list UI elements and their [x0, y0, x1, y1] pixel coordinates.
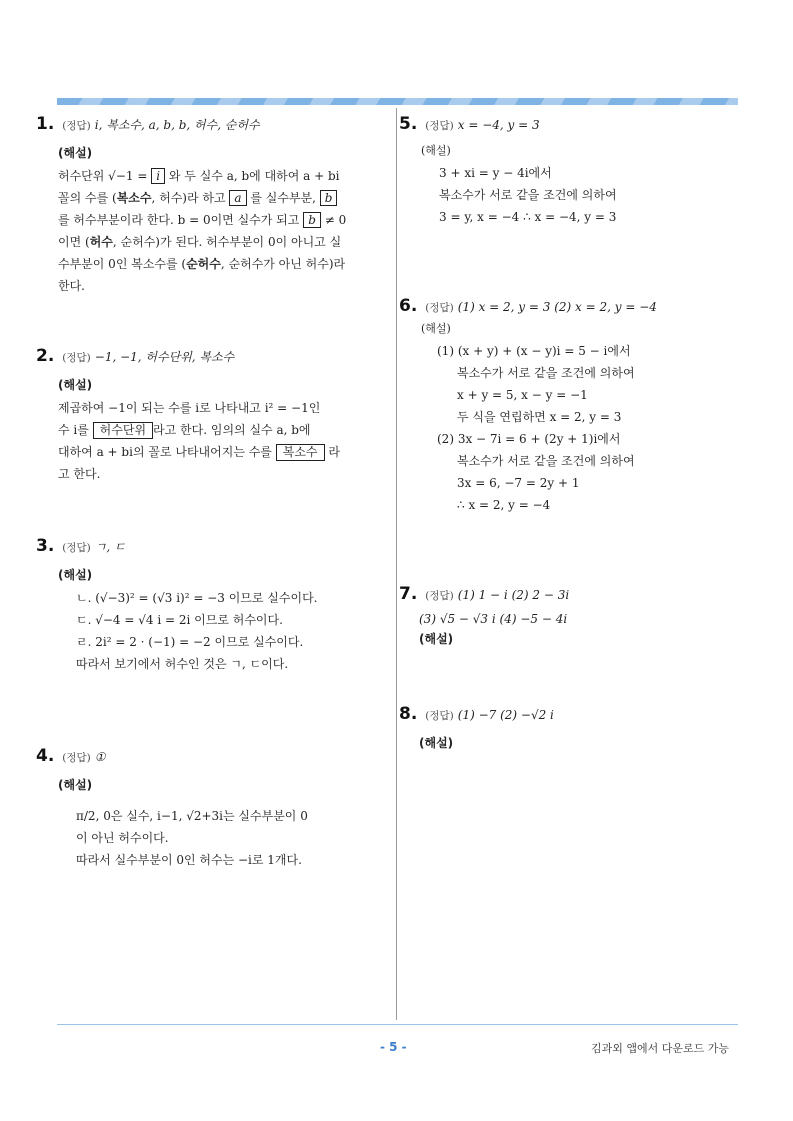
answer-text: i, 복소수, a, b, b, 허수, 순허수 — [94, 118, 260, 132]
answer-text: (1) −7 (2) −√2 i — [457, 708, 554, 722]
page-number: - 5 - — [380, 1040, 407, 1054]
solution-tag: (해설) — [419, 632, 454, 646]
text-line: ㄹ. 2i² = 2 · (−1) = −2 이므로 실수이다. — [76, 635, 304, 649]
blank-box: i — [151, 168, 165, 184]
solution-tag: (해설) — [58, 146, 93, 160]
text-line: 이면 ( — [58, 235, 90, 249]
text-line: ㄴ. (√−3)² = (√3 i)² = −3 이므로 실수이다. — [76, 591, 318, 605]
footer-text: 김과외 앱에서 다운로드 가능 — [590, 1042, 729, 1055]
text-line: 따라서 보기에서 허수인 것은 ㄱ, ㄷ이다. — [76, 657, 289, 671]
text-line: , 허수)라 하고 — [151, 191, 226, 205]
problem-7 — [399, 584, 569, 647]
text-line: 대하여 a + bi의 꼴로 나타내어지는 수를 — [58, 445, 272, 459]
text-line: 3 = y, x = −4 ∴ x = −4, y = 3 — [439, 210, 617, 224]
problem-number: 1. — [36, 114, 55, 134]
answer-tag: (정답) — [62, 352, 91, 364]
problem-number: 3. — [36, 536, 55, 556]
text-line: 고 한다. — [58, 467, 101, 481]
solution-tag: (해설) — [421, 144, 451, 157]
text-line: 복소수가 서로 같을 조건에 의하여 — [457, 454, 635, 468]
text-line: ㄷ. √−4 = √4 i = 2i 이므로 허수이다. — [76, 613, 283, 627]
problem-number: 8. — [399, 704, 418, 724]
answer-text: x = −4, y = 3 — [457, 118, 540, 132]
problem-number: 4. — [36, 746, 55, 766]
bold-answer: 복소수 — [116, 191, 152, 205]
text-line: 허수단위 √−1 = — [58, 169, 148, 183]
text-line: ∴ x = 2, y = −4 — [457, 498, 551, 512]
problem-number: 5. — [399, 114, 418, 134]
text-line: 제곱하여 −1이 되는 수를 i로 나타내고 i² = −1인 — [58, 401, 321, 415]
problem-number: 6. — [399, 296, 418, 316]
footer-rule — [57, 1024, 738, 1025]
solution-tag: (해설) — [58, 778, 93, 792]
answer-text: ㄱ, ㄷ — [94, 540, 126, 554]
solution-tag: (해설) — [58, 378, 93, 392]
answer-text: (1) 1 − i (2) 2 − 3i — [457, 588, 570, 602]
text-line: 3 + xi = y − 4i에서 — [439, 166, 552, 180]
problem-5 — [399, 114, 617, 228]
answer-tag: (정답) — [425, 590, 454, 602]
bold-answer: 순허수 — [186, 257, 221, 271]
problem-1 — [36, 114, 346, 297]
answer-tag: (정답) — [425, 302, 454, 314]
text-line: 복소수가 서로 같을 조건에 의하여 — [457, 366, 635, 380]
text-line: (2) 3x − 7i = 6 + (2y + 1)i에서 — [437, 432, 621, 446]
text-line: ≠ 0 — [324, 213, 347, 227]
text-line: x + y = 5, x − y = −1 — [457, 388, 588, 402]
problem-4 — [36, 746, 308, 871]
text-line: 와 두 실수 a, b에 대하여 a + bi — [168, 169, 340, 183]
problem-3 — [36, 536, 317, 675]
text-line: 복소수가 서로 같을 조건에 의하여 — [439, 188, 617, 202]
text-line: , 순허수)가 된다. 허수부분이 0이 아니고 실 — [112, 235, 342, 249]
text-line: 두 식을 연립하면 x = 2, y = 3 — [457, 410, 622, 424]
answer-text: (3) √5 − √3 i (4) −5 − 4i — [419, 612, 568, 626]
answer-tag: (정답) — [425, 710, 454, 722]
problem-2 — [36, 346, 340, 485]
text-line: 수 i를 — [58, 423, 89, 437]
header-stripe — [57, 98, 738, 105]
text-line: 수부분이 0인 복소수를 ( — [58, 257, 187, 271]
answer-box: 복소수 — [276, 444, 325, 461]
answer-box: 허수단위 — [93, 422, 153, 439]
text-line: 를 허수부분이라 한다. b = 0이면 실수가 되고 — [58, 213, 300, 227]
answer-tag: (정답) — [62, 542, 91, 554]
text-line: (1) (x + y) + (x − y)i = 5 − i에서 — [437, 344, 631, 358]
solution-tag: (해설) — [421, 322, 451, 335]
blank-box: b — [303, 212, 321, 228]
answer-text: ① — [94, 750, 106, 764]
answer-tag: (정답) — [425, 120, 454, 132]
text-line: 따라서 실수부분이 0인 허수는 −i로 1개다. — [76, 853, 302, 867]
text-line: 한다. — [58, 279, 85, 293]
blank-box: a — [229, 190, 246, 206]
text-line: π/2, 0은 실수, i−1, √2+3i는 실수부분이 0 — [76, 809, 308, 823]
blank-box: b — [320, 190, 338, 206]
answer-tag: (정답) — [62, 752, 91, 764]
problem-6 — [399, 296, 657, 516]
text-line: 라 — [328, 445, 340, 459]
problem-8 — [399, 704, 554, 751]
column-divider — [396, 108, 397, 1020]
solution-tag: (해설) — [419, 736, 454, 750]
text-line: 를 실수부분, — [250, 191, 316, 205]
text-line: 이 아닌 허수이다. — [76, 831, 169, 845]
answer-text: −1, −1, 허수단위, 복소수 — [94, 350, 235, 364]
answer-text: (1) x = 2, y = 3 (2) x = 2, y = −4 — [457, 300, 657, 314]
text-line: 라고 한다. 임의의 실수 a, b에 — [153, 423, 311, 437]
text-line: 3x = 6, −7 = 2y + 1 — [457, 476, 580, 490]
text-line: , 순허수가 아닌 허수)라 — [220, 257, 346, 271]
bold-answer: 허수 — [89, 235, 113, 249]
answer-tag: (정답) — [62, 120, 91, 132]
solution-tag: (해설) — [58, 568, 93, 582]
problem-number: 2. — [36, 346, 55, 366]
text-line: 꼴의 수를 ( — [58, 191, 117, 205]
problem-number: 7. — [399, 584, 418, 604]
